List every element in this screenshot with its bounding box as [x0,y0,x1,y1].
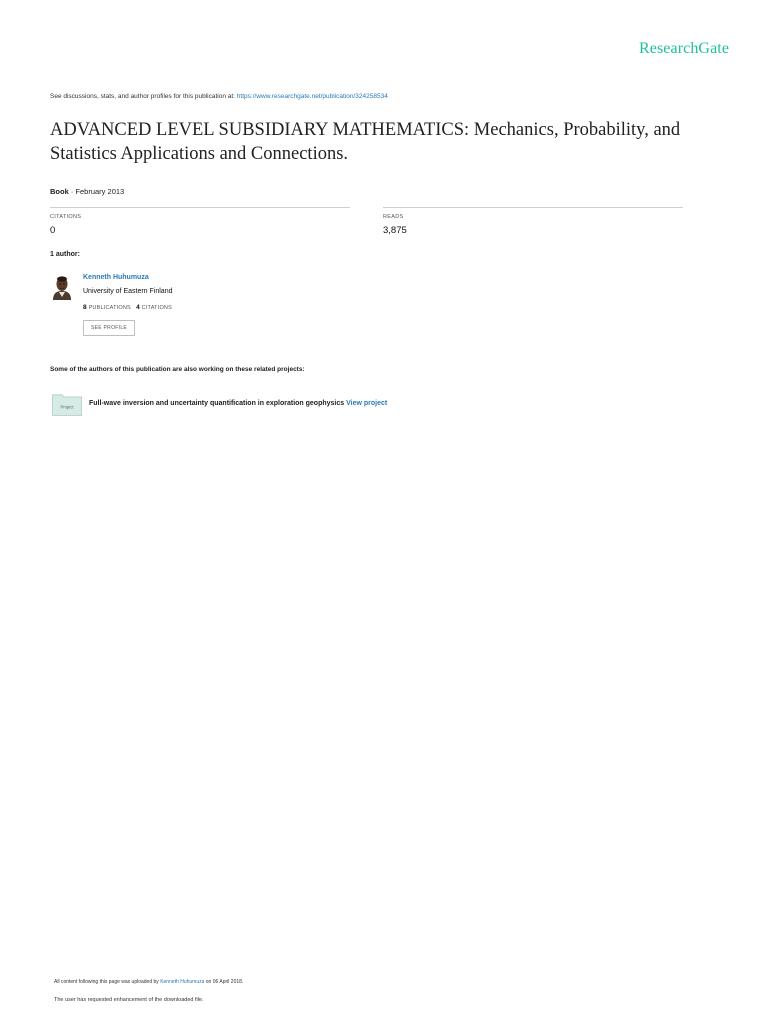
author-publications-count: 8 [83,304,87,311]
reads-label: READS [383,214,404,220]
related-projects-heading: Some of the authors of this publication are also working on these related projects: [50,366,305,373]
citations-divider [50,207,350,208]
author-photo-icon [51,274,73,300]
reads-divider [383,207,683,208]
see-profile-button[interactable]: SEE PROFILE [83,320,135,336]
publication-title: ADVANCED LEVEL SUBSIDIARY MATHEMATICS: Mechanics, Probability, and Statistics Applications and Connections. [50,120,681,164]
enhancement-notice: The user has requested enhancement of the downloaded file. [54,997,204,1003]
discussion-intro-text: See discussions, stats, and author profiles for this publication at: [50,93,237,100]
project-icon-label: Project [60,404,74,410]
project-entry [89,400,387,407]
author-citations-count: 4 [136,304,140,311]
publication-type: Book [50,187,69,196]
type-date-separator: · [68,187,76,196]
researchgate-logo[interactable]: ResearchGate [639,40,730,57]
publication-type-date [50,187,124,196]
uploader-name-link[interactable]: Kenneth Huhumuza [160,979,205,985]
upload-notice-suffix: on 06 April 2018. [204,979,244,985]
author-avatar[interactable] [51,274,73,300]
author-affiliation: University of Eastern Finland [83,288,173,295]
author-name-link[interactable]: Kenneth Huhumuza [83,274,149,281]
author-citations-label: CITATIONS [141,305,172,311]
upload-notice-prefix: All content following this page was uploaded by [54,979,161,985]
authors-heading: 1 author: [50,251,80,258]
author-stats [83,304,172,311]
folder-icon [52,392,82,416]
view-project-link[interactable]: View project [346,400,388,407]
citations-count: 0 [50,225,56,236]
discussion-intro [50,93,388,100]
upload-notice [54,979,243,985]
publication-url-link[interactable]: https://www.researchgate.net/publication/324258534 [236,93,388,100]
reads-count: 3,875 [383,225,407,236]
author-publications-label: PUBLICATIONS [88,305,131,311]
project-folder-icon[interactable] [52,392,82,416]
citations-label: CITATIONS [50,214,82,220]
project-title: Full-wave inversion and uncertainty quantification in exploration geophysics [89,400,345,407]
publication-date: February 2013 [75,187,125,196]
